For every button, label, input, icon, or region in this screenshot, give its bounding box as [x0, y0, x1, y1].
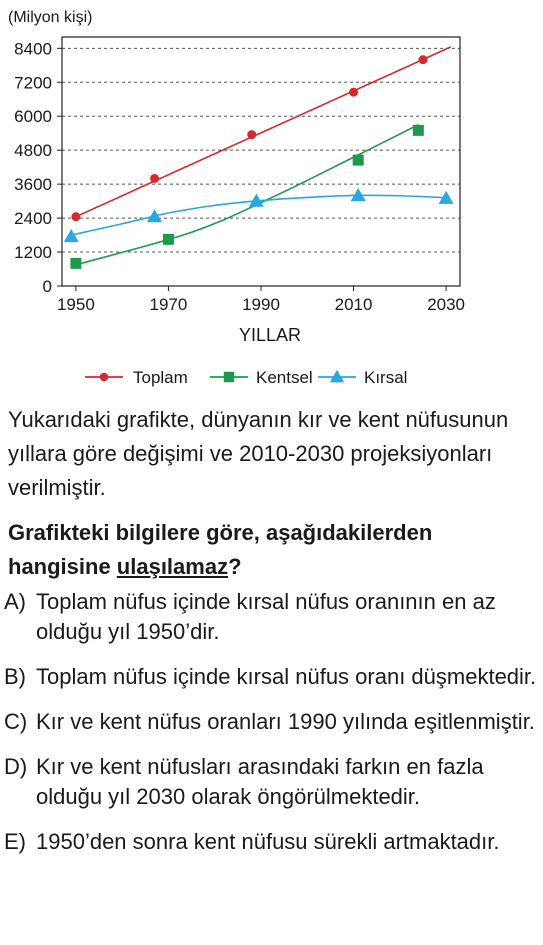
y-tick-label: 6000 — [14, 107, 52, 127]
plot-frame — [62, 37, 460, 286]
option-text: Kır ve kent nüfus oranları 1990 yılında eşitlenmiştir. — [36, 709, 535, 734]
x-tick-label: 1970 — [149, 295, 188, 314]
question-text — [8, 516, 533, 584]
data-point-kentsel — [70, 258, 81, 269]
data-point-krsal — [147, 209, 162, 222]
legend-marker-kentsel — [224, 372, 234, 382]
intro-paragraph: Yukarıdaki grafikte, dünyanın kır ve kent nüfusunun yıllara göre değişimi ve 2010-2030 projeksiyonları verilmiştir. — [8, 407, 509, 500]
data-point-kentsel — [413, 125, 424, 136]
answer-options — [0, 587, 543, 872]
option-letter: C) — [4, 709, 28, 734]
legend-marker-toplam — [100, 373, 109, 382]
question-part-1: Grafikteki bilgilere göre, aşağıdakilerden hangisine — [8, 520, 433, 579]
option-text: Toplam nüfus içinde kırsal nüfus oranı düşmektedir. — [36, 664, 537, 689]
x-axis-label: YILLAR — [238, 325, 302, 345]
option-letter: B) — [4, 664, 26, 689]
y-tick-label: 1200 — [14, 243, 52, 263]
data-point-kentsel — [163, 234, 174, 245]
legend-label-kentsel: Kentsel — [256, 368, 313, 387]
data-point-toplam — [71, 212, 80, 221]
data-point-toplam — [418, 55, 427, 64]
x-tick-label: 2010 — [334, 295, 373, 314]
question-underlined-word: ulaşılamaz — [116, 554, 229, 579]
y-axis-label: (Milyon kişi) — [8, 9, 93, 26]
y-tick-label: 2400 — [14, 209, 52, 229]
y-tick-label: 0 — [42, 277, 52, 296]
chart-legend — [85, 368, 407, 387]
option-d[interactable] — [0, 752, 541, 812]
y-tick-label: 3600 — [14, 175, 52, 195]
data-point-krsal — [64, 229, 79, 242]
data-point-krsal — [351, 188, 366, 201]
option-a[interactable] — [0, 587, 541, 647]
x-tick-label: 2030 — [427, 295, 466, 314]
option-text: 1950’den sonra kent nüfusu sürekli artmaktadır. — [36, 829, 500, 854]
y-tick-label: 4800 — [14, 141, 52, 161]
option-text: Kır ve kent nüfusları arasındaki farkın en fazla olduğu yıl 2030 olarak öngörülmektedir. — [36, 754, 484, 809]
option-e[interactable] — [0, 827, 541, 857]
option-text: Toplam nüfus içinde kırsal nüfus oranının en az olduğu yıl 1950’dir. — [36, 589, 496, 644]
series-line-toplam — [76, 47, 451, 217]
x-tick-label: 1950 — [56, 295, 95, 314]
x-tick-label: 1990 — [242, 295, 280, 314]
data-point-toplam — [247, 130, 256, 139]
y-tick-label: 8400 — [14, 39, 52, 59]
option-letter: D) — [4, 754, 28, 779]
data-point-toplam — [349, 88, 358, 97]
option-letter: A) — [4, 589, 26, 614]
option-b[interactable] — [0, 662, 541, 692]
option-letter: E) — [4, 829, 26, 854]
population-chart — [0, 0, 543, 400]
y-tick-label: 7200 — [14, 73, 52, 93]
option-c[interactable] — [0, 707, 541, 737]
legend-label-toplam: Toplam — [133, 368, 188, 387]
legend-label-krsal: Kırsal — [364, 368, 408, 387]
question-mark: ? — [228, 554, 242, 579]
data-point-kentsel — [353, 155, 364, 166]
data-point-toplam — [150, 174, 159, 183]
